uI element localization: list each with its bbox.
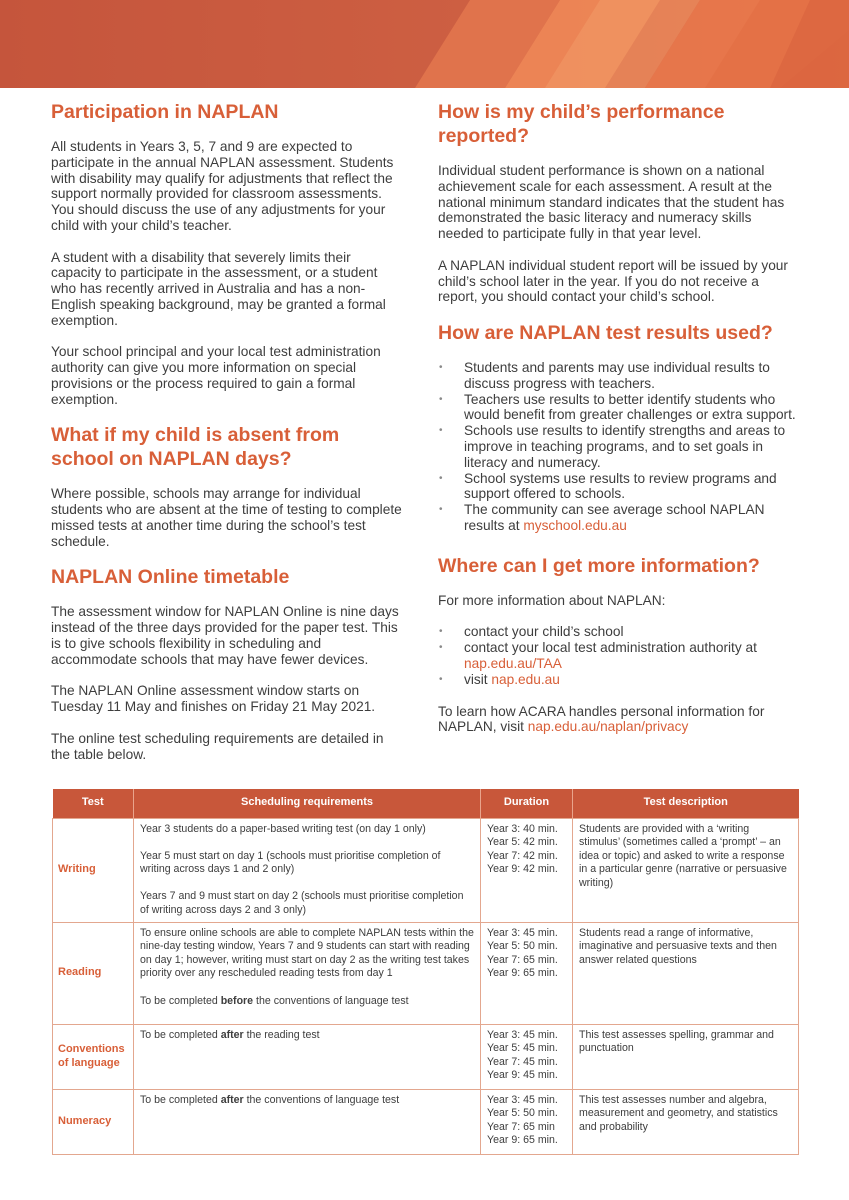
description-text: Students read a range of informative, imaginative and persuasive texts and then answer related questions [579, 926, 777, 966]
timetable-section [51, 565, 403, 762]
scheduling-cell [134, 1024, 481, 1089]
description-cell [573, 1024, 799, 1089]
timetable-heading: NAPLAN Online timetable [51, 566, 290, 589]
header-test: Test [53, 789, 134, 818]
more-info-list [438, 624, 798, 687]
participation-paragraph-1: All students in Years 3, 5, 7 and 9 are expected to participate in the annual NAPLAN assessment. Students with disability may qualify for adjustments that reflect the support normally provided for classroom assessments. You should discuss the use of any adjustments for your child with your child’s teacher. [51, 139, 394, 233]
timetable-paragraph-1: The assessment window for NAPLAN Online is nine days instead of the three days provided for the paper test. This is to give schools flexibility in scheduling and accommodate schools that may have fewer devices. [51, 604, 399, 667]
table-row [53, 1024, 799, 1089]
list-item: • School systems use results to review programs and support offered to schools. [438, 471, 798, 503]
banner-graphic [0, 0, 849, 88]
duration-line: Year 5: 42 min. [487, 836, 558, 849]
absent-paragraph: Where possible, schools may arrange for individual students who are absent at the time of testing to complete missed tests at another time during the school’s test schedule. [51, 486, 402, 549]
scheduling-text-part: the reading test [243, 1028, 320, 1041]
myschool-link[interactable]: myschool.edu.au [523, 517, 627, 533]
duration-line: Year 3: 40 min. [487, 822, 558, 835]
scheduling-cell [134, 818, 481, 922]
list-item-text: The community can see average school NAPLAN results at [464, 502, 765, 533]
duration-line: Year 5: 50 min. [487, 1107, 558, 1120]
scheduling-text: Year 5 must start on day 1 (schools must prioritise completion of writing across days 1 and 2 only) [140, 849, 441, 876]
duration-line: Year 5: 45 min. [487, 1042, 558, 1055]
scheduling-emphasis: after [220, 1093, 244, 1106]
test-name: Conventions of language [53, 1024, 134, 1089]
duration-line: Year 3: 45 min. [487, 1093, 558, 1106]
privacy-paragraph [438, 704, 798, 736]
results-section [438, 321, 798, 534]
description-text: This test assesses number and algebra, measurement and geometry, and statistics and probability [579, 1093, 778, 1133]
performance-paragraph-2: A NAPLAN individual student report will be issued by your child’s school later in the year. If you do not receive a report, you should contact your child’s school. [438, 257, 788, 305]
list-item: • contact your child’s school [438, 624, 798, 640]
list-item [438, 640, 798, 672]
list-item: • Schools use results to identify strengths and areas to improve in teaching programs, and to set goals in literacy and numeracy. [438, 423, 798, 470]
performance-heading: How is my child’s performance reported? [438, 101, 725, 147]
description-cell [573, 818, 799, 922]
table-row [53, 1089, 799, 1154]
duration-line: Year 3: 45 min. [487, 1028, 558, 1041]
duration-cell [481, 1089, 573, 1154]
duration-line: Year 5: 50 min. [487, 940, 558, 953]
absent-section [51, 423, 403, 549]
description-text: This test assesses spelling, grammar and punctuation [579, 1028, 774, 1055]
scheduling-text [140, 1094, 474, 1108]
more-info-section [438, 554, 798, 735]
scheduling-emphasis: after [220, 1028, 244, 1041]
scheduling-cell [134, 1089, 481, 1154]
test-name: Reading [53, 922, 134, 1024]
participation-paragraph-3: Your school principal and your local test administration authority can give you more information on special provisions or the process required to gain a formal exemption. [51, 344, 381, 407]
timetable-paragraph-2: The NAPLAN Online assessment window starts on Tuesday 11 May and finishes on Friday 21 May 2021. [51, 683, 376, 715]
timetable-paragraph-3: The online test scheduling requirements are detailed in the table below. [51, 730, 384, 762]
more-info-intro: For more information about NAPLAN: [438, 592, 666, 608]
scheduling-text: To ensure online schools are able to complete NAPLAN tests within the nine-day testing window, Years 7 and 9 students can start with reading on day 1; however, writing must start on day 2 as the writing test takes priority over any rescheduled reading tests from day 1 [140, 926, 474, 980]
header-description: Test description [573, 789, 799, 818]
description-cell [573, 922, 799, 1024]
duration-cell [481, 922, 573, 1024]
privacy-text: To learn how ACARA handles personal information for NAPLAN, visit [438, 703, 765, 735]
timetable-table-wrapper [52, 789, 798, 1155]
table-row [53, 922, 799, 1024]
test-name: Numeracy [53, 1089, 134, 1154]
list-item-text: contact your local test administration authority at [464, 640, 757, 656]
scheduling-emphasis: before [220, 994, 254, 1007]
duration-line: Year 9: 42 min. [487, 863, 558, 876]
performance-paragraph-1: Individual student performance is shown on a national achievement scale for each assessment. A result at the national minimum standard indicates that the student has demonstrated the basic literacy and numeracy skills needed to participate fully in that year level. [438, 163, 785, 242]
more-info-heading: Where can I get more information? [438, 554, 760, 577]
participation-section [51, 100, 403, 408]
scheduling-text [140, 995, 474, 1009]
participation-paragraph-2: A student with a disability that severely limits their capacity to participate in the assessment, or a student who has recently arrived in Australia and has a non-English speaking background, may be granted a formal exemption. [51, 249, 386, 328]
list-item: • Teachers use results to better identify students who would benefit from greater challenges or extra support. [438, 392, 798, 424]
duration-line: Year 7: 65 min [487, 1120, 555, 1133]
scheduling-text-part: the conventions of language test [253, 994, 409, 1007]
list-item-text: visit [464, 671, 492, 687]
list-item [438, 502, 798, 534]
nap-link[interactable]: nap.edu.au [491, 671, 560, 687]
duration-line: Year 7: 42 min. [487, 849, 558, 862]
left-column [51, 100, 403, 778]
duration-line: Year 9: 65 min. [487, 967, 558, 980]
table-row [53, 818, 799, 922]
description-text: Students are provided with a ‘writing stimulus’ (sometimes called a ‘prompt’ – an idea or topic) and asked to write a response in a particular genre (narrative or persuasive writing) [579, 822, 787, 889]
duration-cell [481, 818, 573, 922]
performance-section [438, 100, 798, 305]
description-cell [573, 1089, 799, 1154]
taa-link[interactable]: nap.edu.au/TAA [464, 655, 562, 671]
duration-line: Year 9: 45 min. [487, 1069, 558, 1082]
header-scheduling: Scheduling requirements [134, 789, 481, 818]
scheduling-cell [134, 922, 481, 1024]
results-list [438, 360, 798, 534]
privacy-link[interactable]: nap.edu.au/naplan/privacy [527, 719, 689, 735]
duration-line: Year 7: 65 min. [487, 953, 558, 966]
list-item: • Students and parents may use individual results to discuss progress with teachers. [438, 360, 798, 392]
scheduling-text-part: To be completed [140, 1093, 221, 1106]
duration-line: Year 9: 65 min. [487, 1134, 558, 1147]
duration-line: Year 7: 45 min. [487, 1055, 558, 1068]
scheduling-text-part: the conventions of language test [243, 1093, 400, 1106]
participation-heading: Participation in NAPLAN [51, 101, 279, 123]
duration-line: Year 3: 45 min. [487, 926, 558, 939]
header-duration: Duration [481, 789, 573, 818]
list-item [438, 672, 798, 688]
test-name: Writing [53, 818, 134, 922]
timetable-table [52, 789, 799, 1155]
scheduling-text: Year 3 students do a paper-based writing test (on day 1 only) [140, 822, 426, 835]
results-heading: How are NAPLAN test results used? [438, 321, 773, 344]
scheduling-text-part: To be completed [140, 994, 221, 1007]
absent-heading: What if my child is absent from school on NAPLAN days? [51, 424, 340, 471]
table-header-row [53, 789, 799, 818]
decorative-banner [0, 0, 849, 88]
duration-cell [481, 1024, 573, 1089]
right-column [438, 100, 798, 751]
scheduling-text: Years 7 and 9 must start on day 2 (schools must prioritise completion of writing across days 2 and 3 only) [140, 890, 464, 917]
scheduling-text [140, 1029, 474, 1043]
scheduling-text-part: To be completed [140, 1028, 221, 1041]
